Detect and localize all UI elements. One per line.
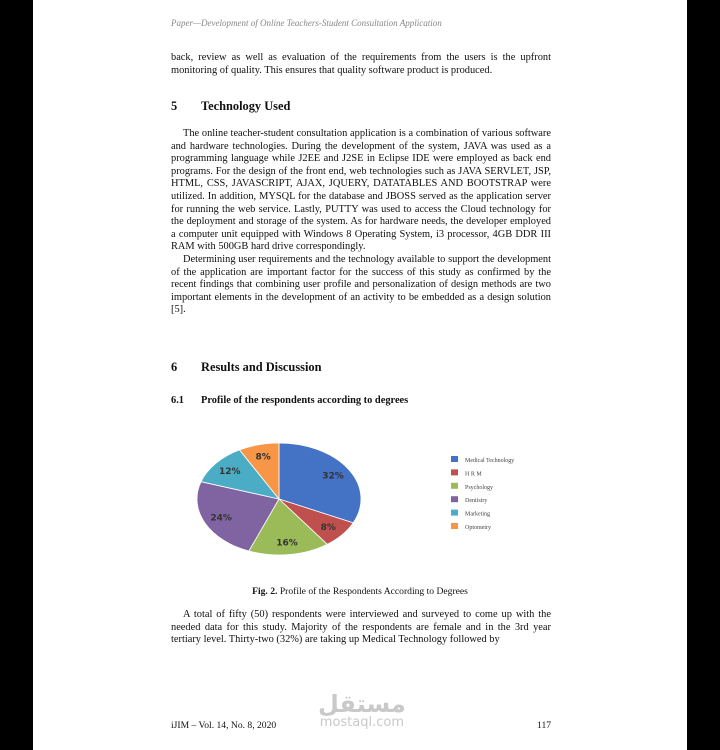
pie-data-label: 12%	[218, 467, 241, 478]
paragraph-bottom: A total of fifty (50) respondents were interviewed and surveyed to come up with the needed data for this study. Majority of the respondents are female and in the 3rd year tertiary level. Thirty-two (32%) are taking up Medical Technology followed by	[171, 609, 551, 646]
pie-data-label: 8%	[320, 522, 336, 533]
section-6-title: Results and Discussion	[201, 360, 322, 374]
watermark-arabic: مستقل	[318, 690, 406, 718]
legend-label: Optometry	[465, 525, 491, 531]
footer-journal: iJIM – Vol. 14, No. 8, 2020	[171, 720, 277, 731]
section-5-number: 5	[171, 99, 178, 113]
subsection-6-1-title: Profile of the respondents according to degrees	[201, 395, 409, 406]
legend-swatch	[451, 496, 458, 502]
legend-swatch	[451, 456, 458, 462]
figure-caption-text: Profile of the Respondents According to Degrees	[279, 586, 468, 597]
figure-caption-label: Fig. 2.	[252, 586, 278, 597]
section-5-body	[171, 128, 551, 317]
pie-data-label: 32%	[322, 471, 344, 482]
subsection-6-1-heading	[171, 395, 408, 406]
legend-label: H R M	[465, 471, 482, 478]
section-5-para-1: The online teacher-student consultation application is a combination of various software and hardware technologies. During the development of the system, JAVA was used as a programming language while J2EE and J2SE in Eclipse IDE were employed as back end programs. For the design of the front end, web technologies such as JAVA SERVLET, JSP, HTML, CSS, JAVASCRIPT, AJAX, JQUERY, DATATABLES AND BOOTSTRAP were utilized. In addition, MYSQL for the database and JBOSS served as the application server for running the web service. Lastly, PUTTY was used to access the Cloud technology for the deployment and storage of the system. As for hardware needs, the developer employed a computer unit equipped with Windows 8 Operating System, i3 processor, 4GB DDR III RAM with 500GB hard drive correspondingly.	[171, 128, 551, 253]
section-6-number: 6	[171, 360, 178, 374]
pie-chart	[173, 428, 553, 568]
legend-swatch	[451, 483, 458, 489]
running-header: Paper—Development of Online Teachers-Student Consultation Application	[171, 18, 442, 28]
pie-data-label: 8%	[255, 452, 271, 463]
section-5-title: Technology Used	[201, 99, 291, 113]
subsection-6-1-number: 6.1	[171, 395, 184, 406]
pie-chart-figure	[173, 428, 553, 573]
footer-page-number: 117	[537, 720, 552, 731]
legend-swatch	[451, 523, 458, 529]
pie-data-label: 24%	[210, 513, 232, 524]
legend-swatch	[451, 469, 458, 475]
paragraph-top: back, review as well as evaluation of the requirements from the users is the upfront monitoring of quality. This ensures that quality software product is produced.	[171, 52, 551, 76]
watermark-latin: mostaql.com	[319, 715, 404, 730]
section-5-heading	[171, 99, 290, 114]
legend-label: Medical Technology	[465, 458, 515, 464]
section-6-heading	[171, 360, 322, 375]
pie-data-label: 16%	[276, 538, 298, 549]
legend-label: Dentistry	[465, 498, 488, 505]
section-5-para-2: Determining user requirements and the technology available to support the development of the application are important factor for the success of this study as confirmed by the recent findings that combining user profile and personalization of design methods are two important elements in the development of an activity to be embedded as a design solution [5].	[171, 253, 551, 316]
legend-swatch	[451, 510, 458, 516]
figure-caption	[33, 586, 687, 597]
paper-page	[33, 0, 687, 750]
watermark-logo	[318, 692, 406, 730]
legend-label: Marketing	[465, 511, 490, 518]
legend-label: Psychology	[465, 484, 494, 491]
